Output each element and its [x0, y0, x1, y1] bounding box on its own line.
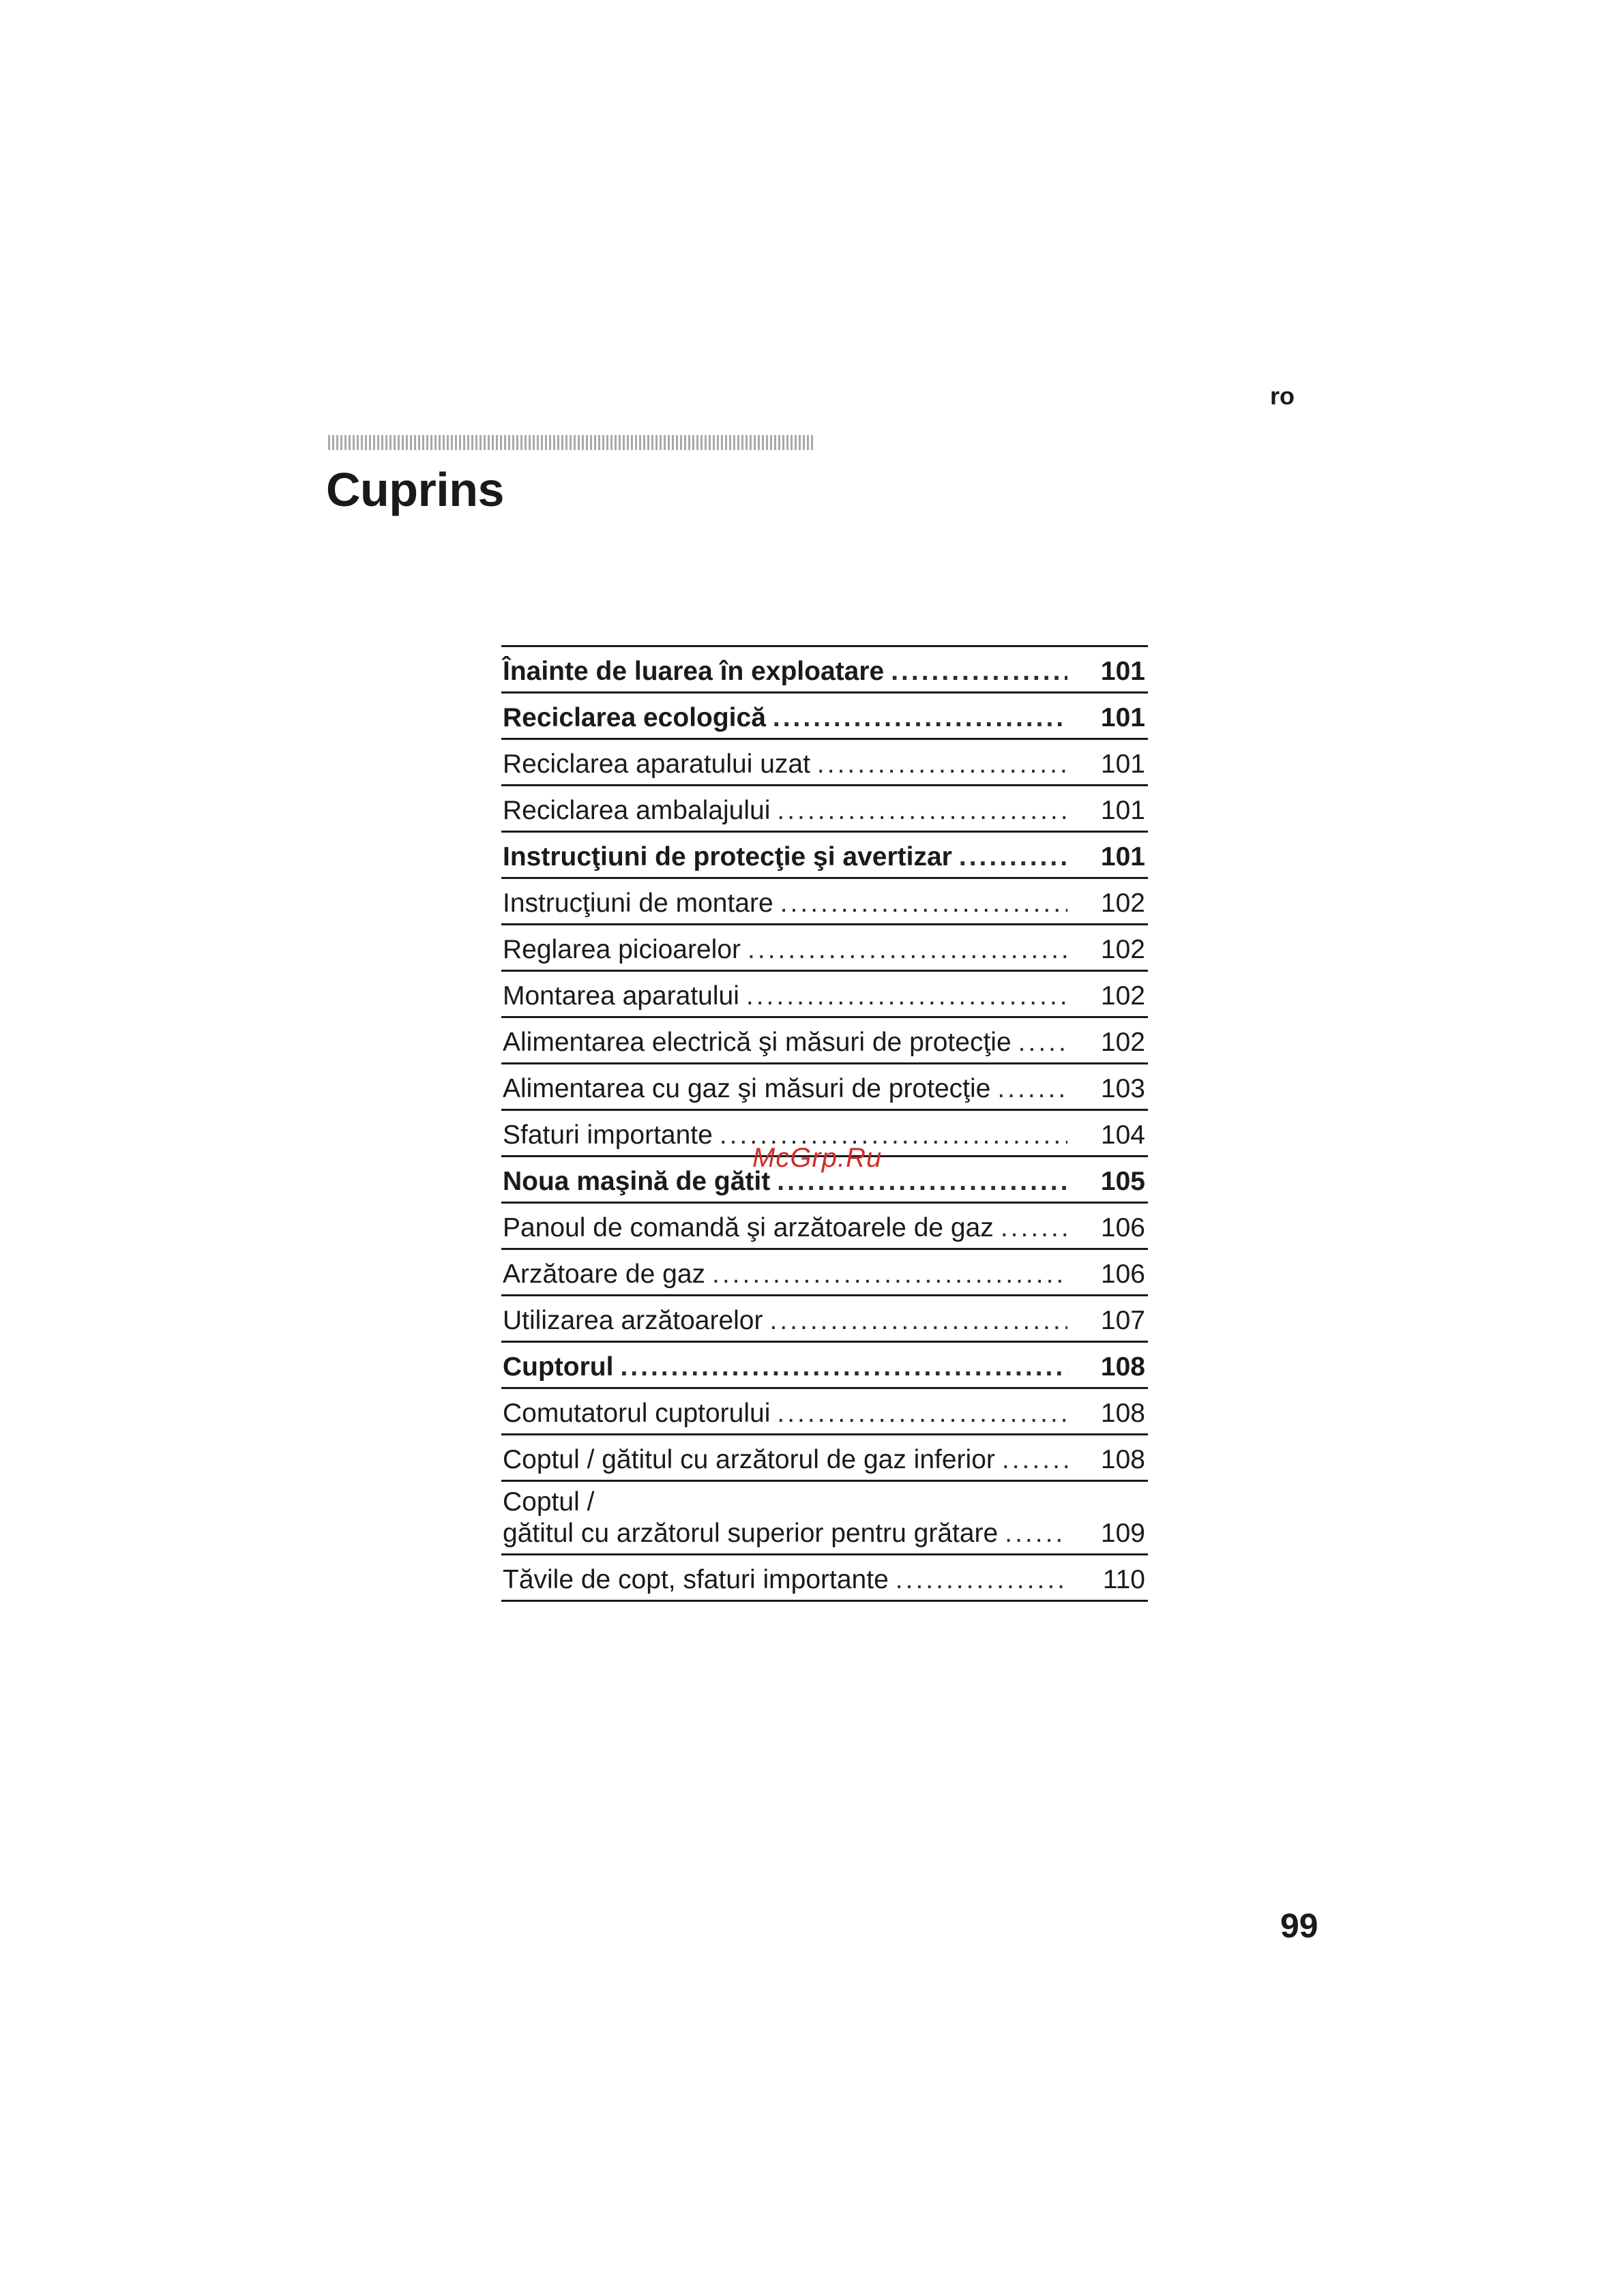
watermark-text: McGrp.Ru: [752, 1143, 883, 1173]
toc-entry-title: Alimentarea electrică şi măsuri de protecţie: [503, 1028, 1012, 1057]
toc-entry-page: 106: [1100, 1259, 1145, 1289]
toc-entry-title: Panoul de comandă şi arzătoarele de gaz: [503, 1213, 994, 1242]
toc-entry[interactable]: [501, 1343, 1148, 1389]
toc-entry-title: Coptul / gătitul cu arzătorul de gaz inferior: [503, 1445, 995, 1474]
toc-entry[interactable]: [501, 879, 1148, 925]
dot-leader: [770, 1305, 1068, 1337]
dot-leader: [620, 1352, 1067, 1383]
dot-leader: [891, 656, 1067, 687]
toc-entry[interactable]: [501, 972, 1148, 1018]
dot-leader: [959, 841, 1067, 873]
toc-entry-page: 105: [1100, 1167, 1145, 1196]
toc-entry[interactable]: [501, 1204, 1148, 1250]
toc-entry-title: Reciclarea ecologică: [503, 703, 766, 732]
dot-leader: [997, 1073, 1067, 1105]
toc-entry-title: Reciclarea aparatului uzat: [503, 749, 810, 779]
toc-entry-page: 101: [1100, 657, 1145, 686]
table-of-contents: [501, 645, 1148, 1602]
toc-entry-title: Alimentarea cu gaz şi măsuri de protecţie: [503, 1074, 991, 1103]
dot-leader: [748, 934, 1067, 966]
dot-leader: [1005, 1518, 1067, 1549]
language-code: ro: [1270, 382, 1295, 410]
toc-entry-page: 108: [1100, 1399, 1145, 1428]
toc-entry-title: Coptul / gătitul cu arzătorul superior pentru grătare: [503, 1487, 999, 1548]
toc-entry-title: Reciclarea ambalajului: [503, 796, 771, 825]
toc-entry-title: Sfaturi importante: [503, 1120, 713, 1150]
toc-entry-page: 102: [1100, 981, 1145, 1011]
toc-entry-page: 106: [1100, 1213, 1145, 1242]
toc-entry-page: 108: [1100, 1445, 1145, 1474]
toc-entry-title: Arzătoare de gaz: [503, 1259, 706, 1289]
toc-entry-title: Instrucţiuni de protecţie şi avertizar: [503, 842, 952, 871]
toc-entry-title: Instrucţiuni de montare: [503, 889, 773, 918]
toc-entry-title: Comutatorul cuptorului: [503, 1399, 771, 1428]
toc-entry[interactable]: [501, 1064, 1148, 1111]
toc-entry[interactable]: [501, 694, 1148, 740]
toc-entry-title: Noua maşină de gătit: [503, 1167, 771, 1196]
page-number: 99: [1280, 1907, 1318, 1945]
toc-entry-title: Tăvile de copt, sfaturi importante: [503, 1565, 889, 1594]
toc-entry[interactable]: [501, 1250, 1148, 1296]
toc-entry[interactable]: [501, 1482, 1148, 1555]
toc-entry-page: 104: [1100, 1120, 1145, 1150]
dot-leader: [746, 981, 1067, 1012]
toc-entry[interactable]: [501, 925, 1148, 972]
toc-entry-title: Montarea aparatului: [503, 981, 739, 1011]
toc-entry-title: Cuptorul: [503, 1352, 614, 1382]
toc-entry-page: 107: [1100, 1306, 1145, 1335]
toc-entry-page: 101: [1100, 796, 1145, 825]
toc-entry-page: 101: [1100, 842, 1145, 871]
dot-leader: [777, 1398, 1067, 1429]
toc-entry-title: Utilizarea arzătoarelor: [503, 1306, 763, 1335]
toc-entry-page: 102: [1100, 1028, 1145, 1057]
toc-entry[interactable]: [501, 1296, 1148, 1343]
dot-leader: [712, 1259, 1067, 1290]
title-decoration-bar: [328, 435, 814, 450]
dot-leader: [1002, 1444, 1067, 1476]
page-title: Cuprins: [326, 463, 504, 516]
toc-entry[interactable]: [501, 1435, 1148, 1482]
toc-entry-page: 102: [1100, 889, 1145, 918]
dot-leader: [777, 795, 1067, 826]
dot-leader: [817, 749, 1067, 780]
toc-entry[interactable]: [501, 1555, 1148, 1602]
toc-entry-page: 110: [1102, 1565, 1145, 1594]
toc-entry[interactable]: [501, 833, 1148, 879]
toc-entry-page: 103: [1100, 1074, 1145, 1103]
dot-leader: [780, 888, 1067, 919]
toc-entry[interactable]: [501, 647, 1148, 694]
toc-entry-page: 109: [1100, 1519, 1145, 1548]
dot-leader: [1018, 1027, 1067, 1058]
dot-leader: [1001, 1212, 1067, 1244]
dot-leader: [773, 702, 1067, 734]
toc-entry-page: 102: [1100, 935, 1145, 964]
toc-entry[interactable]: [501, 1389, 1148, 1435]
toc-entry[interactable]: [501, 740, 1148, 786]
toc-entry-page: 108: [1100, 1352, 1145, 1382]
toc-entry-page: 101: [1100, 749, 1145, 779]
dot-leader: [896, 1564, 1067, 1596]
toc-entry[interactable]: [501, 786, 1148, 833]
toc-entry[interactable]: [501, 1018, 1148, 1064]
toc-entry-title: Reglarea picioarelor: [503, 935, 741, 964]
toc-entry-page: 101: [1100, 703, 1145, 732]
toc-entry-title: Înainte de luarea în exploatare: [503, 657, 885, 686]
